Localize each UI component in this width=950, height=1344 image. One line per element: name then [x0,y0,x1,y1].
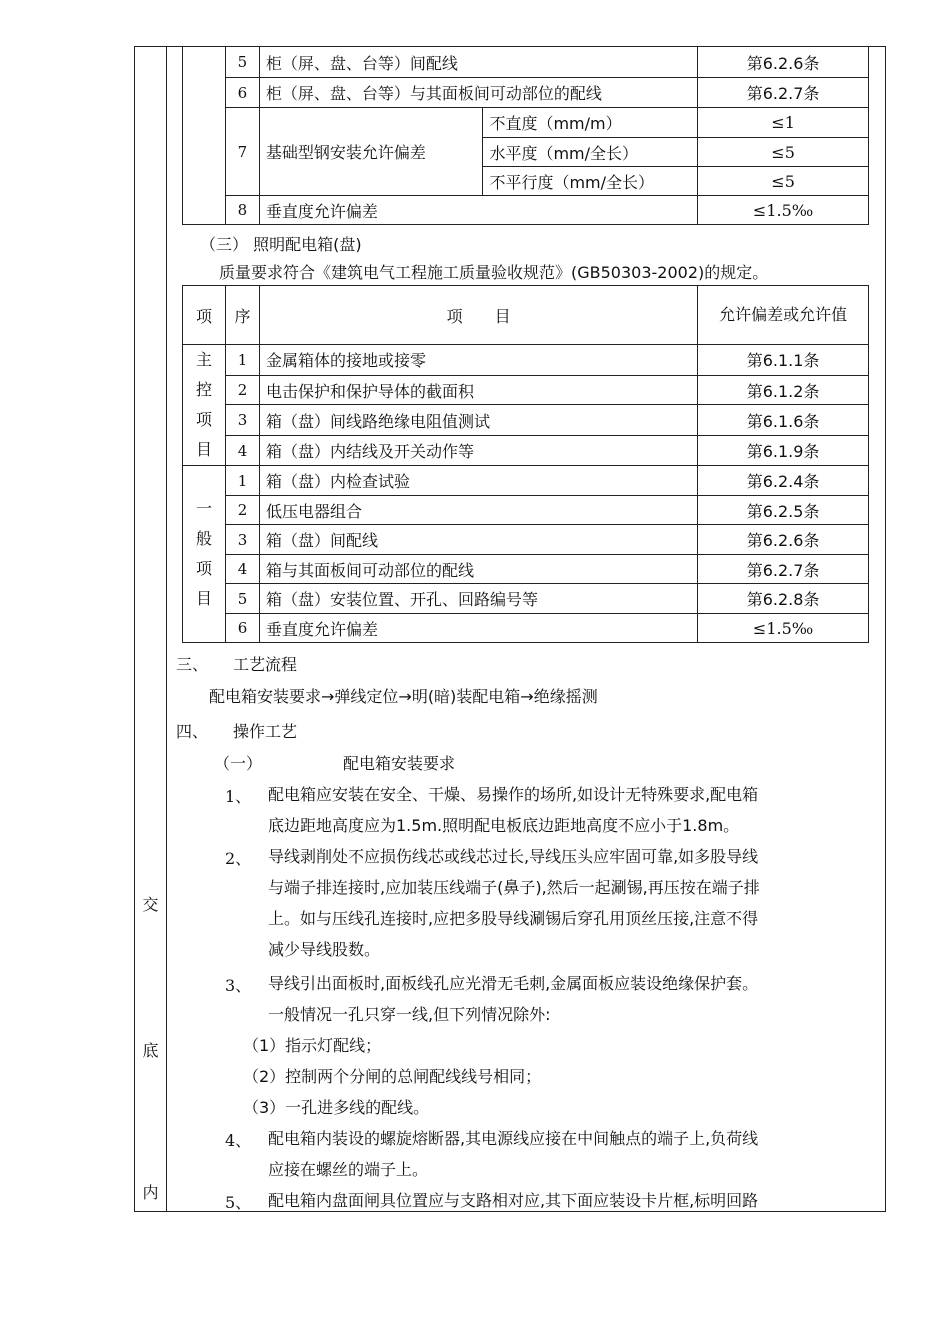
sub-item-standard: ≤5 [698,167,869,196]
side-label-char: 内 [142,1183,159,1202]
row-number: 1 [225,466,259,496]
text-line: 底边距地高度应为1.5m.照明配电板底边距地高度不应小于1.8m。 [268,816,740,835]
sub-item-label: 不直度（mm/m） [483,108,698,138]
header-standard: 允许偏差或允许值 [698,286,869,345]
table-row [183,555,869,584]
row-item: 基础型钢安装允许偏差 [259,108,483,196]
row-number: 6 [225,78,259,108]
item-number: 3、 [225,976,252,995]
row-item: 柜（屏、盘、台等）与其面板间可动部位的配线 [259,78,697,108]
row-standard: ≤1.5‰ [698,614,869,643]
text-line: 一般情况一孔只穿一线,但下列情况除外: [268,1005,551,1024]
label-char: 控 [195,380,212,399]
item-text [268,841,760,965]
row-item: 金属箱体的接地或接零 [259,345,697,376]
sub-item-list [243,1030,541,1123]
table-row [183,375,869,405]
item-text [268,1123,758,1185]
row-standard: 第6.2.4条 [698,466,869,496]
general-label [183,466,226,643]
table-row [183,78,869,108]
table-row [183,496,869,525]
label-char: 目 [195,589,212,608]
sub-item-standard: ≤1 [698,108,869,138]
quality-note: 质量要求符合《建筑电气工程施工质量验收规范》(GB50303-2002)的规定。 [219,263,769,282]
text-line: 配电箱内装设的螺旋熔断器,其电源线应接在中间触点的端子上,负荷线 [268,1129,759,1148]
side-label-column [134,46,167,1212]
process-flow: 配电箱安装要求→弹线定位→明(暗)装配电箱→绝缘摇测 [209,687,598,706]
row-standard: 第6.1.2条 [698,375,869,405]
header-category: 项 [183,286,226,345]
label-char: 主 [195,350,212,369]
table-row [183,196,869,225]
row-standard: 第6.1.9条 [698,436,869,466]
row-number: 5 [225,584,259,614]
row-item: 箱（盘）间配线 [259,525,697,555]
table-row [183,345,869,376]
row-number: 6 [225,614,259,643]
item-number: 4、 [225,1131,252,1150]
text-line: 导线引出面板时,面板线孔应光滑无毛刺,金属面板应装设绝缘保护套。 [268,974,759,993]
section-heading: 操作工艺 [233,722,298,741]
row-number: 7 [225,108,259,196]
table-row [183,108,869,138]
table-row [183,466,869,496]
item-number: 1、 [225,787,252,806]
item-text [268,779,758,841]
row-item: 柜（屏、盘、台等）间配线 [259,47,697,78]
row-item: 箱（盘）间线路绝缘电阻值测试 [259,405,697,436]
text-line: 配电箱内盘面闸具位置应与支路相对应,其下面应装设卡片框,标明回路 [268,1191,759,1210]
row-standard: 第6.2.7条 [698,555,869,584]
sub-item: （1）指示灯配线； [243,1036,382,1055]
table-row [183,47,869,78]
row-item: 箱（盘）安装位置、开孔、回路编号等 [259,584,697,614]
sub-item: （3）一孔进多线的配线。 [243,1098,430,1117]
text-line: 应接在螺丝的端子上。 [268,1160,429,1179]
label-char: 一 [195,499,212,518]
item-number: 5、 [225,1193,252,1212]
text-line: 上。如与压线孔连接时,应把多股导线涮锡后穿孔用顶丝压接,注意不得 [268,909,759,928]
row-number: 8 [225,196,259,225]
row-item: 箱（盘）内结线及开关动作等 [259,436,697,466]
label-char: 项 [195,559,212,578]
section-number: 四、 [176,722,209,741]
row-number: 3 [225,525,259,555]
sub-item-label: 不平行度（mm/全长） [483,167,698,196]
row-number: 5 [225,47,259,78]
row-item: 箱与其面板间可动部位的配线 [259,555,697,584]
table-row [183,584,869,614]
row-item: 垂直度允许偏差 [259,614,697,643]
row-item: 垂直度允许偏差 [259,196,697,225]
item-text [268,968,758,1030]
label-char: 项 [195,410,212,429]
row-standard: 第6.2.7条 [698,78,869,108]
item-number: 2、 [225,849,252,868]
row-standard: 第6.1.6条 [698,405,869,436]
row-number: 2 [225,496,259,525]
row-standard: ≤1.5‰ [698,196,869,225]
section-number: 三、 [176,655,209,674]
row-number: 4 [225,555,259,584]
top-table [182,46,869,225]
row-number: 1 [225,345,259,376]
row-standard: 第6.2.5条 [698,496,869,525]
lighting-table [182,285,869,643]
header-seq: 序 [225,286,259,345]
text-line: 与端子排连接时,应加装压线端子(鼻子),然后一起涮锡,再压按在端子排 [268,878,760,897]
side-label-char: 底 [142,1041,159,1060]
table-row [183,525,869,555]
row-standard: 第6.1.1条 [698,345,869,376]
subsection-heading: 配电箱安装要求 [343,754,456,773]
sub-item: （2）控制两个分闸的总闸配线线号相同； [243,1067,542,1086]
section-heading: 工艺流程 [233,655,298,674]
sub-item-standard: ≤5 [698,138,869,167]
table-header-row [183,286,869,345]
table-row [183,436,869,466]
row-standard: 第6.2.8条 [698,584,869,614]
row-item: 箱（盘）内检查试验 [259,466,697,496]
text-line: 减少导线股数。 [268,940,381,959]
label-char: 目 [195,440,212,459]
blank-cell [183,47,226,225]
row-number: 4 [225,436,259,466]
side-label-char: 交 [142,895,159,914]
table-row [183,614,869,643]
row-number: 2 [225,375,259,405]
row-item: 电击保护和保护导体的截面积 [259,375,697,405]
row-standard: 第6.2.6条 [698,525,869,555]
row-standard: 第6.2.6条 [698,47,869,78]
text-line: 配电箱应安装在安全、干燥、易操作的场所,如设计无特殊要求,配电箱 [268,785,759,804]
subsection-number: （一） [214,754,263,773]
text-line: 导线剥削处不应损伤线芯或线芯过长,导线压头应牢固可靠,如多股导线 [268,847,759,866]
header-item: 项 目 [259,286,697,345]
table-row [183,405,869,436]
main-control-label [183,345,226,466]
section-heading: （三） 照明配电箱(盘) [200,235,362,254]
label-char: 般 [195,529,212,548]
row-number: 3 [225,405,259,436]
row-item: 低压电器组合 [259,496,697,525]
item-text [268,1185,758,1216]
sub-item-label: 水平度（mm/全长） [483,138,698,167]
